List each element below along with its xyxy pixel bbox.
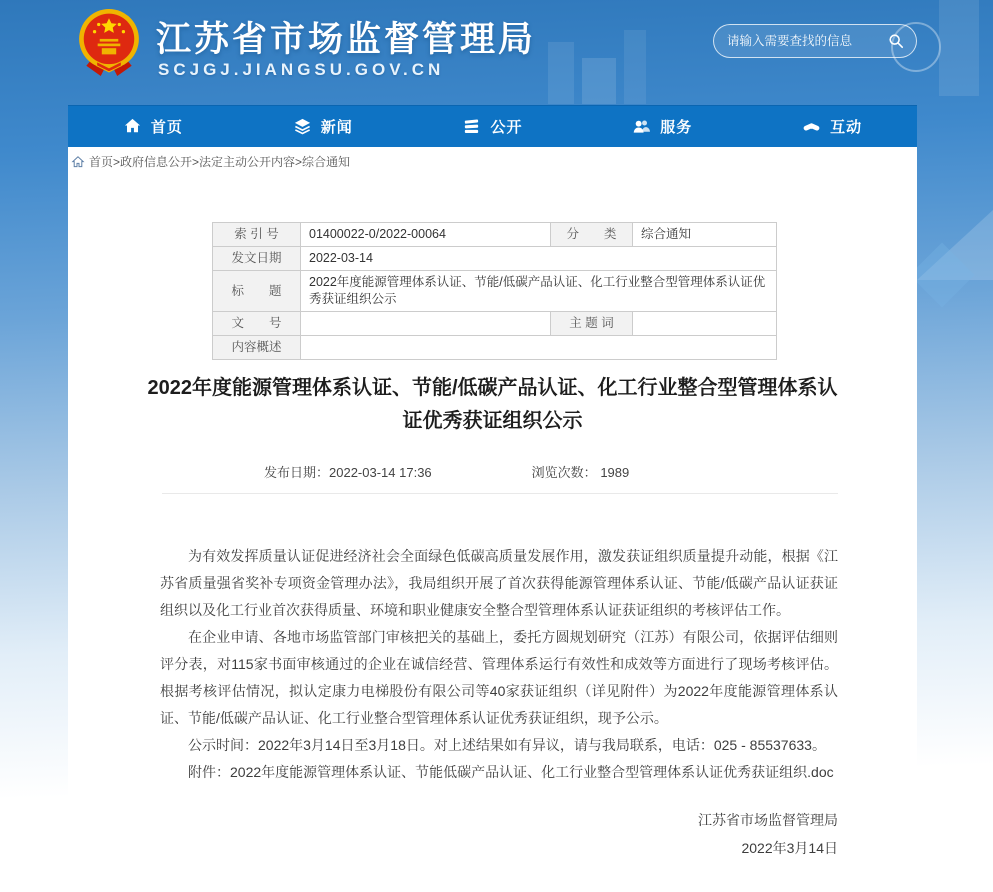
nav-label: 首页 <box>150 118 183 136</box>
issue-date-label: 发文日期 <box>213 247 301 271</box>
doc-number-value <box>301 312 551 336</box>
category-value: 综合通知 <box>633 223 777 247</box>
view-count-label: 浏览次数： <box>531 465 597 480</box>
site-header <box>68 0 917 105</box>
signature-date: 2022年3月14日 <box>741 840 838 856</box>
table-row <box>213 312 777 336</box>
view-count-value: 1989 <box>600 465 630 480</box>
keywords-label: 主 题 词 <box>551 312 633 336</box>
view-count <box>532 462 630 481</box>
breadcrumb <box>68 147 917 175</box>
site-domain: SCJGJ.JIANGSU.GOV.CN <box>158 60 445 79</box>
nav-item-news[interactable] <box>238 105 408 147</box>
paragraph: 在企业申请、各地市场监管部门审核把关的基础上，委托方圆规划研究（江苏）有限公司，依据评估细则评分表，对115家书面审核通过的企业在诚信经营、管理体系运行有效性和成效等方面进行了现场考核评估。根据考核评估情况，拟认定康力电梯股份有限公司等40家获证组织（详见附件）为2022年度能源管理体系认证、节能/低碳产品认证、化工行业整合型管理体系认证优秀获证组织，现予公示。 <box>160 629 838 726</box>
issue-date-value: 2022-03-14 <box>301 247 777 271</box>
search-box[interactable] <box>713 24 917 58</box>
title-label: 标 题 <box>213 271 301 312</box>
publish-date-label: 发布日期： <box>264 465 330 480</box>
nav-item-services[interactable] <box>577 105 747 147</box>
nav-item-disclosure[interactable] <box>408 105 578 147</box>
background-decoration <box>909 242 974 307</box>
paragraph: 为有效发挥质量认证促进经济社会全面绿色低碳高质量发展作用，激发获证组织质量提升动能，根据《江苏省质量强省奖补专项资金管理办法》，我局组织开展了首次获得能源管理体系认证、节能/低碳产品认证获证组织以及化工行业首次获得质量、环境和职业健康安全整合型管理体系认证获证组织的考核评估工作。 <box>160 548 838 618</box>
disclosure-icon <box>462 117 481 136</box>
nav-label: 服务 <box>660 118 693 136</box>
publish-date <box>264 462 432 481</box>
article-body <box>160 543 838 786</box>
article-meta <box>264 462 917 481</box>
search-icon[interactable] <box>888 33 904 49</box>
table-row <box>213 336 777 360</box>
category-label: 分 类 <box>551 223 633 247</box>
search-input[interactable] <box>727 34 888 48</box>
table-row <box>213 271 777 312</box>
national-emblem-logo <box>76 8 142 76</box>
background-decoration <box>917 210 993 280</box>
breadcrumb-path[interactable]: 首页>政府信息公开>法定主动公开内容>综合通知 <box>89 155 351 169</box>
signature-block <box>160 806 838 862</box>
signature-org: 江苏省市场监督管理局 <box>698 812 838 828</box>
index-number-value: 01400022-0/2022-00064 <box>301 223 551 247</box>
main-nav <box>68 105 917 147</box>
document-meta-table <box>212 222 777 360</box>
summary-label: 内容概述 <box>213 336 301 360</box>
attachment-link[interactable]: 附件：2022年度能源管理体系认证、节能低碳产品认证、化工行业整合型管理体系认证优秀获证组织.doc <box>188 764 834 780</box>
news-icon <box>293 117 312 136</box>
index-number-label: 索 引 号 <box>213 223 301 247</box>
background-decoration <box>939 0 979 96</box>
keywords-value <box>633 312 777 336</box>
article-title: 2022年度能源管理体系认证、节能/低碳产品认证、化工行业整合型管理体系认证优秀获证组织公示 <box>147 377 838 432</box>
home-icon <box>123 117 142 136</box>
services-icon <box>632 117 651 136</box>
content-column <box>68 0 917 856</box>
doc-number-label: 文 号 <box>213 312 301 336</box>
table-row <box>213 223 777 247</box>
interaction-icon <box>802 117 821 136</box>
nav-item-interaction[interactable] <box>747 105 917 147</box>
title-value: 2022年度能源管理体系认证、节能/低碳产品认证、化工行业整合型管理体系认证优秀获证组织公示 <box>301 271 777 312</box>
table-row <box>213 247 777 271</box>
site-title: 江苏省市场监督管理局 <box>156 20 537 59</box>
summary-value <box>301 336 777 360</box>
nav-label: 公开 <box>490 118 523 136</box>
nav-label: 新闻 <box>320 118 353 136</box>
publish-date-value: 2022-03-14 17:36 <box>329 465 432 480</box>
content-area <box>68 147 917 892</box>
nav-item-home[interactable] <box>68 105 238 147</box>
divider <box>162 493 838 494</box>
nav-label: 互动 <box>830 118 863 136</box>
paragraph: 公示时间：2022年3月14日至3月18日。对上述结果如有异议，请与我局联系，电话：025 - 85537633。 <box>188 737 826 753</box>
home-icon <box>72 156 84 168</box>
